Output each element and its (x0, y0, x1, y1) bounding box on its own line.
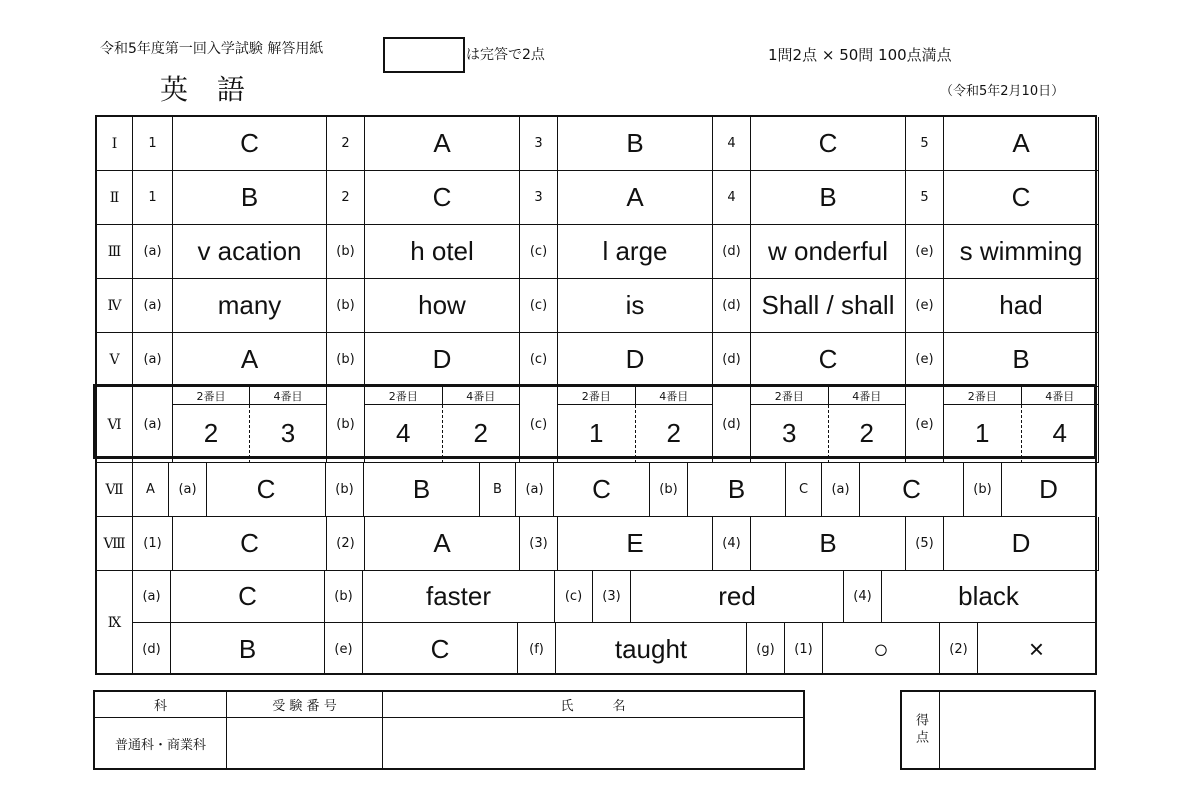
answer-cell[interactable]: A (365, 117, 520, 171)
exam-number-header: 受 験 番 号 (227, 692, 383, 718)
question-number: (b) (326, 463, 364, 517)
question-number: (d) (713, 333, 751, 387)
answer-cell[interactable]: C (944, 171, 1099, 225)
question-number: (e) (906, 333, 944, 387)
complete-note: は完答で2点 (466, 47, 545, 63)
answer-cell[interactable]: A (944, 117, 1099, 171)
answer-cell[interactable]: w onderful (751, 225, 906, 279)
question-number: (b) (325, 571, 363, 623)
question-number: (b) (327, 225, 365, 279)
answer-cell[interactable]: 3 (751, 405, 829, 463)
answer-cell[interactable]: B (171, 623, 325, 675)
order-header-4th: 4番目 (829, 387, 907, 405)
student-info-table (93, 690, 805, 770)
question-number: C (786, 463, 822, 517)
answer-cell[interactable]: C (171, 571, 325, 623)
question-number: (a) (133, 387, 173, 463)
question-number: (e) (906, 279, 944, 333)
question-number: 1 (133, 117, 173, 171)
question-number: 3 (520, 117, 558, 171)
question-number: (4) (713, 517, 751, 571)
answer-cell[interactable]: B (944, 333, 1099, 387)
section-label: Ⅵ (97, 387, 133, 463)
question-number: 4 (713, 117, 751, 171)
answer-cell[interactable]: Shall / shall (751, 279, 906, 333)
answer-cell[interactable]: B (173, 171, 327, 225)
question-number: (5) (906, 517, 944, 571)
question-number: (d) (713, 225, 751, 279)
answer-cell[interactable]: B (688, 463, 786, 517)
question-number: (a) (822, 463, 860, 517)
answer-cell[interactable]: A (365, 517, 520, 571)
question-number: (f) (518, 623, 556, 675)
answer-cell[interactable]: D (365, 333, 520, 387)
answer-grid (95, 115, 1097, 675)
question-number: (a) (516, 463, 554, 517)
answer-cell[interactable]: E (558, 517, 713, 571)
order-header-2nd: 2番目 (173, 387, 250, 405)
question-number: 2 (327, 117, 365, 171)
score-label: 得点 (902, 692, 940, 768)
question-number: 1 (133, 171, 173, 225)
question-number: (a) (133, 225, 173, 279)
scoring-note: 1問2点 × 50問 100点満点 (768, 46, 952, 64)
question-number: (b) (964, 463, 1002, 517)
question-number: (a) (133, 279, 173, 333)
order-header-2nd: 2番目 (751, 387, 829, 405)
dept-header: 科 (95, 692, 227, 718)
name-header: 氏 名 (383, 692, 803, 718)
answer-cell[interactable]: how (365, 279, 520, 333)
answer-cell[interactable]: faster (363, 571, 555, 623)
section-label: Ⅷ (97, 517, 133, 571)
answer-cell[interactable]: l arge (558, 225, 713, 279)
answer-cell[interactable]: is (558, 279, 713, 333)
answer-cell[interactable]: 3 (250, 405, 327, 463)
answer-cell[interactable]: 1 (558, 405, 636, 463)
answer-cell[interactable]: 2 (829, 405, 907, 463)
question-number: (c) (520, 279, 558, 333)
answer-cell[interactable]: C (363, 623, 518, 675)
question-number: (e) (325, 623, 363, 675)
answer-cell[interactable]: many (173, 279, 327, 333)
question-number: 2 (327, 171, 365, 225)
answer-cell[interactable]: B (751, 517, 906, 571)
answer-cell[interactable]: D (1002, 463, 1095, 517)
question-number: 4 (713, 171, 751, 225)
question-number: (a) (133, 571, 171, 623)
answer-cell[interactable]: had (944, 279, 1099, 333)
question-number: (3) (593, 571, 631, 623)
section-label: Ⅱ (97, 171, 133, 225)
question-number: A (133, 463, 169, 517)
question-number: (3) (520, 517, 558, 571)
section-label: Ⅲ (97, 225, 133, 279)
exam-title: 令和5年度第一回入学試験 解答用紙 (100, 41, 324, 57)
question-number: (d) (713, 387, 751, 463)
question-number: (2) (327, 517, 365, 571)
answer-cell[interactable]: 2 (173, 405, 250, 463)
answer-cell[interactable]: 4 (1022, 405, 1100, 463)
order-header-4th: 4番目 (636, 387, 714, 405)
answer-cell[interactable]: B (558, 117, 713, 171)
section-label: Ⅳ (97, 279, 133, 333)
question-number: 5 (906, 171, 944, 225)
answer-cell[interactable]: 1 (944, 405, 1022, 463)
question-number: (2) (940, 623, 978, 675)
question-number: (4) (844, 571, 882, 623)
answer-cell[interactable]: D (558, 333, 713, 387)
exam-number-field[interactable] (227, 718, 383, 768)
answer-cell[interactable]: A (173, 333, 327, 387)
answer-cell[interactable]: C (554, 463, 650, 517)
question-number: (c) (555, 571, 593, 623)
answer-cell[interactable]: C (751, 333, 906, 387)
order-header-4th: 4番目 (1022, 387, 1100, 405)
question-number: (c) (520, 225, 558, 279)
question-number: (c) (520, 333, 558, 387)
section-label: Ⅸ (97, 571, 133, 675)
answer-cell[interactable]: 2 (636, 405, 714, 463)
answer-cell[interactable]: C (173, 517, 327, 571)
answer-cell[interactable]: C (751, 117, 906, 171)
answer-cell[interactable]: C (207, 463, 326, 517)
answer-cell[interactable]: 4 (365, 405, 443, 463)
question-number: (b) (327, 387, 365, 463)
question-number: (d) (133, 623, 171, 675)
answer-cell[interactable]: h otel (365, 225, 520, 279)
question-number: 5 (906, 117, 944, 171)
question-number: (b) (650, 463, 688, 517)
question-number: B (480, 463, 516, 517)
question-number: (g) (747, 623, 785, 675)
question-number: (b) (327, 333, 365, 387)
answer-cell[interactable]: ○ (823, 623, 940, 675)
order-header-2nd: 2番目 (365, 387, 443, 405)
name-field[interactable] (383, 718, 803, 768)
answer-cell[interactable]: D (944, 517, 1099, 571)
order-header-4th: 4番目 (250, 387, 327, 405)
score-box (900, 690, 1096, 770)
score-field[interactable] (940, 692, 1094, 768)
answer-cell[interactable]: A (558, 171, 713, 225)
question-number: (c) (520, 387, 558, 463)
question-number: (e) (906, 387, 944, 463)
dept-value: 普通科・商業科 (95, 718, 227, 768)
answer-cell[interactable]: B (364, 463, 480, 517)
question-number: (d) (713, 279, 751, 333)
order-header-2nd: 2番目 (944, 387, 1022, 405)
answer-cell[interactable]: B (751, 171, 906, 225)
question-number: 3 (520, 171, 558, 225)
answer-cell[interactable]: taught (556, 623, 747, 675)
answer-cell[interactable]: C (365, 171, 520, 225)
order-header-4th: 4番目 (443, 387, 521, 405)
question-number: (1) (133, 517, 173, 571)
answer-cell[interactable]: 2 (443, 405, 521, 463)
question-number: (a) (133, 333, 173, 387)
answer-cell[interactable]: v acation (173, 225, 327, 279)
answer-cell[interactable]: s wimming (944, 225, 1099, 279)
section-label: Ⅴ (97, 333, 133, 387)
question-number: (1) (785, 623, 823, 675)
subject-title: 英 語 (160, 73, 255, 106)
answer-cell[interactable]: black (882, 571, 1095, 623)
question-number: (e) (906, 225, 944, 279)
answer-cell[interactable]: C (860, 463, 964, 517)
section-label: Ⅶ (97, 463, 133, 517)
section-label: Ⅰ (97, 117, 133, 171)
question-number: (b) (327, 279, 365, 333)
exam-date: （令和5年2月10日） (940, 84, 1065, 99)
question-number: (a) (169, 463, 207, 517)
answer-cell[interactable]: C (173, 117, 327, 171)
answer-cell[interactable]: red (631, 571, 844, 623)
order-header-2nd: 2番目 (558, 387, 636, 405)
answer-cell[interactable]: × (1028, 633, 1045, 664)
complete-answer-box (383, 37, 465, 73)
